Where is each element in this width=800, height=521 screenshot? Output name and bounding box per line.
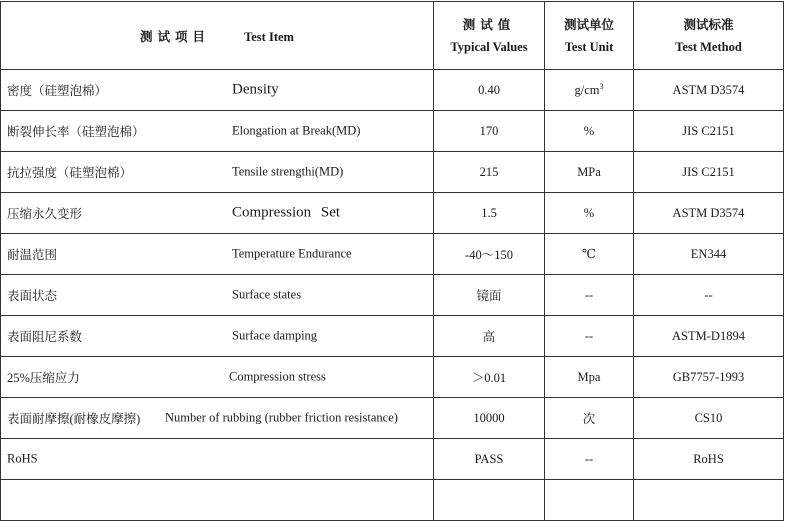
header-typical-values-en: Typical Values [450,39,528,54]
test-unit: ℃ [545,234,634,275]
unit-exponent: 3 [599,81,604,91]
test-method: EN344 [634,234,784,275]
test-unit: -- [545,316,634,357]
typical-value: 高 [434,316,545,357]
test-method: CS10 [634,398,784,439]
item-name-en: Compression stress [229,369,326,384]
test-unit: % [545,111,634,152]
test-method: -- [634,275,784,316]
row-compression-set-name [1,193,434,234]
item-name-en: Surface states [232,287,302,302]
table-row [1,316,784,357]
item-name-cn: 表面状态 [7,289,58,303]
header-test-method-cn: 测试标准 [683,17,734,32]
typical-value: -40～150 [434,234,545,275]
item-name-cn: 表面阻尼系数 [7,330,83,344]
header-typical-values [434,2,545,70]
partial-cell [434,480,545,521]
item-name-en: Temperature Endurance [232,246,352,261]
test-method: ASTM-D1894 [634,316,784,357]
header-test-item-en: Test Item [244,29,294,44]
table-row [1,152,784,193]
row-temperature-name [1,234,434,275]
table-row [1,439,784,480]
test-unit: % [545,193,634,234]
table-row [1,234,784,275]
row-compression-stress-name [1,357,434,398]
test-method: GB7757-1993 [634,357,784,398]
item-name-cn: 表面耐摩擦(耐橡皮摩擦) [7,412,141,426]
header-test-unit [545,2,634,70]
typical-value: 10000 [434,398,545,439]
table-row [1,111,784,152]
test-method: JIS C2151 [634,152,784,193]
partial-cell [545,480,634,521]
item-name-cn: 密度（硅塑泡棉） [7,84,108,98]
table-row [1,70,784,111]
item-name-en: Tensile strengthi(MD) [232,164,344,179]
typical-value: 0.40 [434,70,545,111]
test-unit: -- [545,439,634,480]
row-tensile-name [1,152,434,193]
header-test-unit-cn: 测试单位 [563,17,614,32]
item-name-cn: 断裂伸长率（硅塑泡棉） [7,125,145,139]
header-typical-values-cn: 测试值 [462,17,516,32]
test-unit: MPa [545,152,634,193]
test-method: ASTM D3574 [634,193,784,234]
item-name-cn: 压缩永久变形 [7,207,83,221]
test-unit: 次 [545,398,634,439]
row-surface-states-name [1,275,434,316]
typical-value: PASS [434,439,545,480]
typical-value: 1.5 [434,193,545,234]
item-name-en: Compression Set [232,204,341,221]
row-rohs-name [1,439,434,480]
row-surface-damping-name [1,316,434,357]
header-test-item-cn: 测试项目 [140,29,211,44]
row-rubbing-name [1,398,434,439]
item-name-en: Elongation at Break(MD) [232,123,361,138]
partial-cell [634,480,784,521]
item-name-en: Number of rubbing (rubber friction resistance) [165,410,398,425]
item-name-cn: 耐温范围 [7,248,58,262]
test-unit: Mpa [545,357,634,398]
table-row [1,275,784,316]
item-name-cn: 抗拉强度（硅塑泡棉） [7,166,133,180]
item-name-cn: RoHS [7,451,38,466]
test-method: JIS C2151 [634,111,784,152]
row-density-name [1,70,434,111]
test-method: RoHS [634,439,784,480]
spec-table [0,1,784,521]
typical-value: 170 [434,111,545,152]
table-row-partial [1,480,784,521]
partial-cell [1,480,434,521]
table-row [1,398,784,439]
typical-value: ＞0.01 [434,357,545,398]
test-unit [545,70,634,111]
item-name-en: Surface damping [232,328,318,343]
test-unit: -- [545,275,634,316]
typical-value: 镜面 [434,275,545,316]
header-test-item [1,2,434,70]
header-test-method-en: Test Method [675,39,742,54]
typical-value: 215 [434,152,545,193]
header-test-unit-en: Test Unit [564,39,614,54]
header-test-method [634,2,784,70]
row-elongation-name [1,111,434,152]
table-row [1,357,784,398]
unit-base: g/cm [574,82,600,97]
table-header-row [1,2,784,70]
test-method: ASTM D3574 [634,70,784,111]
item-name-cn: 25%压缩应力 [7,371,80,385]
item-name-en: Density [232,81,279,98]
table-row [1,193,784,234]
